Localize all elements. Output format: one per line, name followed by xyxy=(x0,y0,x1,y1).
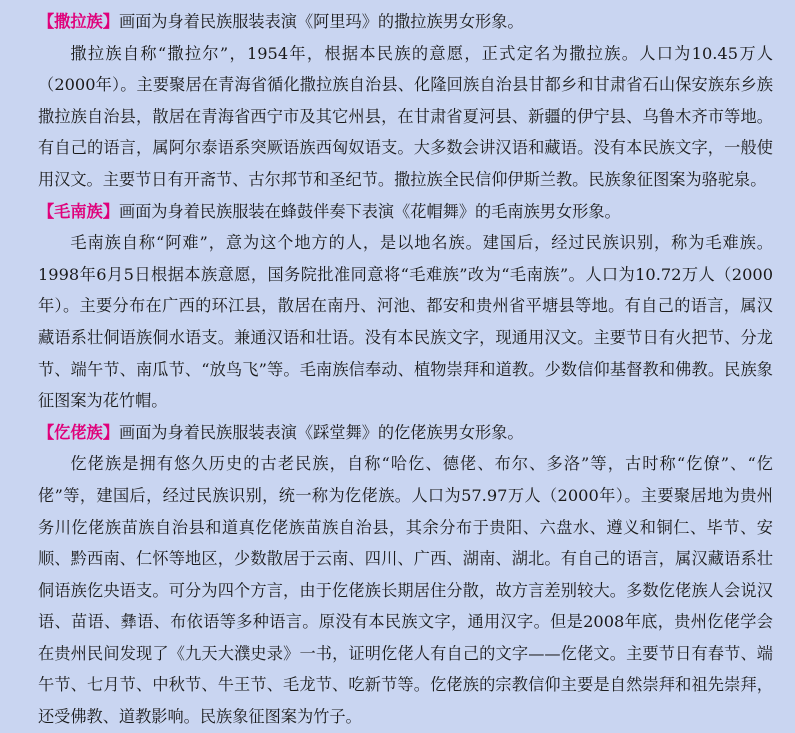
maonan-caption-text: 画面为身着民族服装在蜂鼓伴奏下表演《花帽舞》的毛南族男女形象。 xyxy=(118,201,621,221)
maonan-heading: 【毛南族】 xyxy=(38,201,119,221)
salar-caption-text: 画面为身着民族服装表演《阿里玛》的撒拉族男女形象。 xyxy=(118,12,524,31)
gelao-description: 仡佬族是拥有悠久历史的古老民族，自称“哈仡、德佬、布尔、多洛”等，古时称“仡僚”、“仡佬”等，建国后，经过民族识别，统一称为仡佬族。人口为57.97万人（2000年）。主要聚居地为贵州务川仡佬族苗族自治县和道真仡佬族苗族自治县，其余分布于贵阳、六盘水、遵义和铜仁、毕节、安顺、黔西南、仁怀等地区，少数散居于云南、四川、广西、湖南、湖北。有自己的语言，属汉藏语系壮侗语族仡央语支。可分为四个方言，由于仡佬族长期居住分散，故方言差别较大。多数仡佬族人会说汉语、苗语、彝语、布依语等多种语言。原没有本民族文字，通用汉字。但是2008年底，贵州仡佬学会在贵州民间发现了《九天大濮史录》一书，证明仡佬人有自己的文字——仡佬文。主要节日有春节、端午节、七月节、中秋节、牛王节、毛龙节、吃新节等。仡佬族的宗教信仰主要是自然崇拜和祖先崇拜，还受佛教、道教影响。民族象征图案为竹子。 xyxy=(38,454,773,727)
salar-description: 撒拉族自称“撒拉尔”，1954年，根据本民族的意愿，正式定名为撒拉族。人口为10.45万人（2000年）。主要聚居在青海省循化撒拉族自治县、化隆回族自治县甘都乡和甘肃省石山保安族东乡族撒拉族自治县，散居在青海省西宁市及其它州县，在甘肃省夏河县、新疆的伊宁县、乌鲁木齐市等地。有自己的语言，属阿尔泰语系突厥语族西匈奴语支。大多数会讲汉语和藏语。没有本民族文字，一般使用汉文。主要节日有开斋节、古尔邦节和圣纪节。撒拉族全民信仰伊斯兰教。民族象征图案为骆驼泉。 xyxy=(38,43,773,189)
salar-heading: 【撒拉族】 xyxy=(38,12,119,31)
gelao-caption xyxy=(38,417,773,449)
maonan-caption xyxy=(38,196,773,228)
gelao-heading: 【仡佬族】 xyxy=(38,422,119,442)
maonan-description: 毛南族自称“阿难”，意为这个地方的人，是以地名族。建国后，经过民族识别，称为毛难族。1998年6月5日根据本族意愿，国务院批准同意将“毛难族”改为“毛南族”。人口为10.72万人（2000年）。主要分布在广西的环江县，散居在南丹、河池、都安和贵州省平塘县等地。有自己的语言，属汉藏语系壮侗语族侗水语支。兼通汉语和壮语。没有本民族文字，现通用汉文。主要节日有火把节、分龙节、端午节、南瓜节、“放鸟飞”等。毛南族信奉动、植物崇拜和道教。少数信仰基督教和佛教。民族象征图案为花竹帽。 xyxy=(38,233,773,411)
gelao-caption-text: 画面为身着民族服装表演《踩堂舞》的仡佬族男女形象。 xyxy=(118,422,524,442)
salar-caption xyxy=(38,6,773,38)
